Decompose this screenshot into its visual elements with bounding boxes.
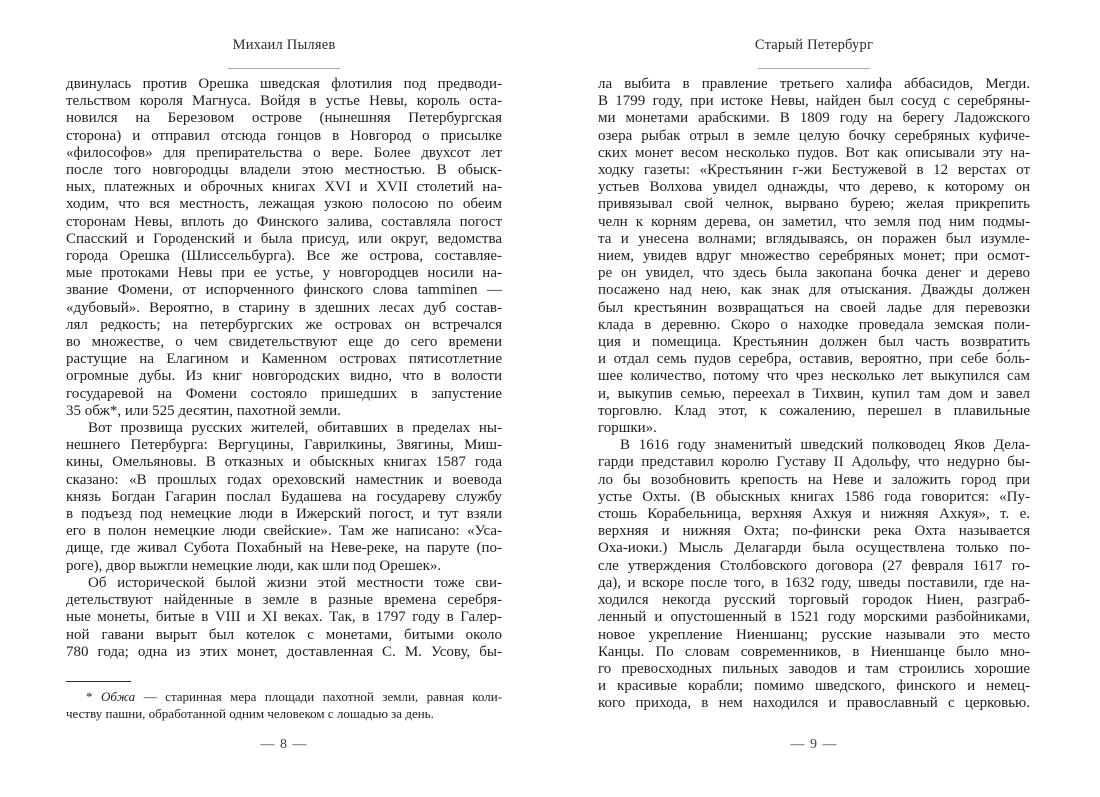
text-line: двинулась против Орешка шведская флотилия под предводи- <box>66 76 502 92</box>
text-line: «дубовый». Вероятно, в старину в здешних лесах дуб состав- <box>66 299 502 316</box>
text-line: горшки». <box>598 420 657 437</box>
text-line: да), и вскоре после того, в 1632 году, шведы поставили, где на- <box>598 574 1030 591</box>
left-page-number: — 8 — <box>260 737 308 752</box>
text-line: устье Охты. (В обыскных книгах 1586 года говорится: «Пу- <box>598 488 1030 505</box>
footnote-term: Обжа <box>101 689 136 704</box>
text-line: Спасский и Городенский и была присуд, или округ, ведомства <box>66 230 502 247</box>
right-header-rule <box>758 68 870 69</box>
text-line: В 1616 году знаменитый шведский полководец Яков Дела- <box>620 437 1030 454</box>
text-line: сказано: «В прошлых годах ореховский наместник и воевода <box>66 471 502 488</box>
text-line: ной гавани вырыт был котелок с монетами, битыми около <box>66 626 502 643</box>
text-line: князь Богдан Гагарин послал Будашева на государеву службу <box>66 488 502 505</box>
text-line: во множестве, о чем свидетельствуют еще до сего времени <box>66 334 502 351</box>
text-line: новое укрепление Ниеншанц; русские называли это место <box>598 626 1030 643</box>
footnote-rule <box>66 681 131 682</box>
text-line: ходился некогда русский торговый городок Ниен, разграб- <box>598 592 1030 609</box>
text-line: сторонам Невы, вплоть до Финского залива, составляла погост <box>66 213 502 230</box>
text-line: стошь Корабельница, верхняя Ахкуя и нижняя Ахкуя», т. е. <box>598 506 1030 523</box>
text-line: та и унесена волнами; вглядываясь, он поражен был изумле- <box>598 230 1030 247</box>
text-line: был крестьянин возвращаться на своей ладье для перевозки <box>598 299 1030 316</box>
text-line: растущие на Елагином и Каменном островах пятисотлетние <box>66 351 502 368</box>
text-line: Об исторической былой жизни этой местности тоже сви- <box>88 574 502 591</box>
text-line: роге), двор выжгли немецкие люди, как шли под Орешек». <box>66 557 442 574</box>
text-line: нием, увидев вдруг множество серебряных монет; при осмот- <box>598 248 1030 265</box>
text-line: и, выкупив семью, переехал в Тихвин, купил там дом и завел <box>598 385 1030 402</box>
text-line: тельством короля Магнуса. Войдя в устье Невы, король оста- <box>66 93 502 110</box>
text-line: гарди представил королю Густаву II Адольфу, что недурно бы- <box>598 454 1030 471</box>
right-page-number: — 9 — <box>790 737 838 752</box>
text-line: Вот прозвища русских жителей, обитавших в пределах ны- <box>88 420 502 437</box>
left-header-rule <box>228 68 340 69</box>
text-line: огромные дубы. Из книг новгородских видно, что в волости <box>66 368 502 385</box>
text-line: лял редкость; на петербургских же островах он встречался <box>66 316 502 333</box>
text-line: сле утверждения Столбовского договора (27 февраля 1617 го- <box>598 557 1030 574</box>
text-line: ми монетами арабскими. В 1809 году на берегу Ладожского <box>598 110 1030 127</box>
text-line: новился на Березовом острове (нынешняя Петербургская <box>66 110 502 127</box>
text-line: ция и помещица. Крестьянин должен был часть возвратить <box>598 334 1030 351</box>
text-line: сторона) и отправил отсюда гонцов в Новгород о присылке <box>66 127 502 144</box>
text-line: после того новгородцы владели этою местностью. В обыск- <box>66 162 502 179</box>
left-running-head: Михаил Пыляев <box>232 37 336 53</box>
footnote <box>66 689 502 722</box>
text-line: нешнего Петербурга: Вергуцины, Гаврилкины, Звягины, Миш- <box>66 437 502 454</box>
text-line: 35 обж*, или 525 десятин, пахотной земли. <box>66 402 341 419</box>
text-line: 780 года; одна из этих монет, доставленная С. М. Усову, бы- <box>66 643 502 660</box>
text-line: кины, Омельяновы. В отказных и обыскных книгах 1587 года <box>66 454 502 471</box>
text-line: шее количество, потому что чрез несколько лет выкупился сам <box>598 368 1030 385</box>
text-line: ходку газеты: «Крестьянин г-жи Бестужевой в 12 верстах от <box>598 162 1030 179</box>
text-line: ло бы возобновить крепость на Неве и заложить город при <box>598 471 1030 488</box>
text-line: клада в деревню. Скоро о находке проведала земская поли- <box>598 316 1030 333</box>
text-line: детельствуют найденные в земле в разные времена серебря- <box>66 592 502 609</box>
text-line: озера рыбак отрыл в земле целую бочку серебряных куфиче- <box>598 127 1030 144</box>
text-line: верхняя и нижняя Охта; по-фински река Охта называется <box>598 523 1030 540</box>
text-line: посажено над нею, как знак для отыскания. Дважды должен <box>598 282 1030 299</box>
footnote-line <box>66 689 502 706</box>
text-line: ходим, что вся местность, лежащая узкою полосою по обеим <box>66 196 502 213</box>
text-line: ных, платежных и оброчных книгах XVI и XVII столетий на- <box>66 179 502 196</box>
footnote-text: — старинная мера площади пахотной земли, равная коли- <box>143 689 503 704</box>
text-line: и красивые корабли; помимо шведского, финского и немец- <box>598 678 1030 695</box>
text-line: го превосходных пильных заводов и там строились хорошие <box>598 660 1030 677</box>
text-line: звание Фомени, от испорченного финского слова tamminen — <box>66 282 502 299</box>
text-line: устьев Волхова увидел однажды, что дерево, к которому он <box>598 179 1030 196</box>
footnote-marker: * <box>86 689 93 704</box>
left-page <box>66 0 502 797</box>
text-line: ленный и опустошенный в 1521 году морскими разбойниками, <box>598 609 1030 626</box>
text-line: государевой на Фомени состояло пришедших в запустение <box>66 385 502 402</box>
right-running-head: Старый Петербург <box>754 37 874 53</box>
text-line: дище, где живал Субота Похабный на Неве-реке, на паруте (по- <box>66 540 502 557</box>
text-line: Канцы. По словам современников, в Ниеншанце было мно- <box>598 643 1030 660</box>
text-line: «философов» для препирательства о вере. Более двухсот лет <box>66 144 502 161</box>
right-page <box>598 0 1030 797</box>
text-line: в подъезд под немецкие люди в Ижерский погост, и тут взяли <box>66 506 502 523</box>
text-line: ла выбита в правление третьего халифа аббасидов, Мегди. <box>598 76 1030 92</box>
text-line: ные монеты, битые в VIII и XI веках. Так, в 1797 году в Галер- <box>66 609 502 626</box>
text-line: Оха-иоки.) Мысль Делагарди была осуществлена только по- <box>598 540 1030 557</box>
text-line: ских монет весом несколько пудов. Вот как описывали эту на- <box>598 144 1030 161</box>
right-page-body <box>598 76 1030 713</box>
text-line: мые протоками Невы при ее устье, у новгородцев носили на- <box>66 265 502 282</box>
text-line: ре он увидел, что здесь была закопана бочка денег и дерево <box>598 265 1030 282</box>
text-line: города Орешка (Шлиссельбурга). Все же острова, составляе- <box>66 248 502 265</box>
footnote-line: честву пашни, обработанной одним человеком с лошадью за день. <box>66 705 434 721</box>
left-page-body <box>66 76 502 661</box>
text-line: В 1799 году, при истоке Невы, найден был сосуд с серебряны- <box>598 93 1030 110</box>
text-line: кого прихода, в нем находился и православный с церковью. <box>598 695 1030 712</box>
text-line: челн к корням дерева, он заметил, что земля под ним подмы- <box>598 213 1030 230</box>
text-line: привязывал свой челнок, вырвано бурею; желая прикрепить <box>598 196 1030 213</box>
text-line: и отдал семь пудов серебра, оставив, вероятно, при себе бо́ль- <box>598 351 1030 368</box>
text-line: торговлю. Клад этот, к сожалению, перешел в плавильные <box>598 402 1030 419</box>
text-line: его в полон немецкие люди свейские». Там же написано: «Уса- <box>66 523 502 540</box>
